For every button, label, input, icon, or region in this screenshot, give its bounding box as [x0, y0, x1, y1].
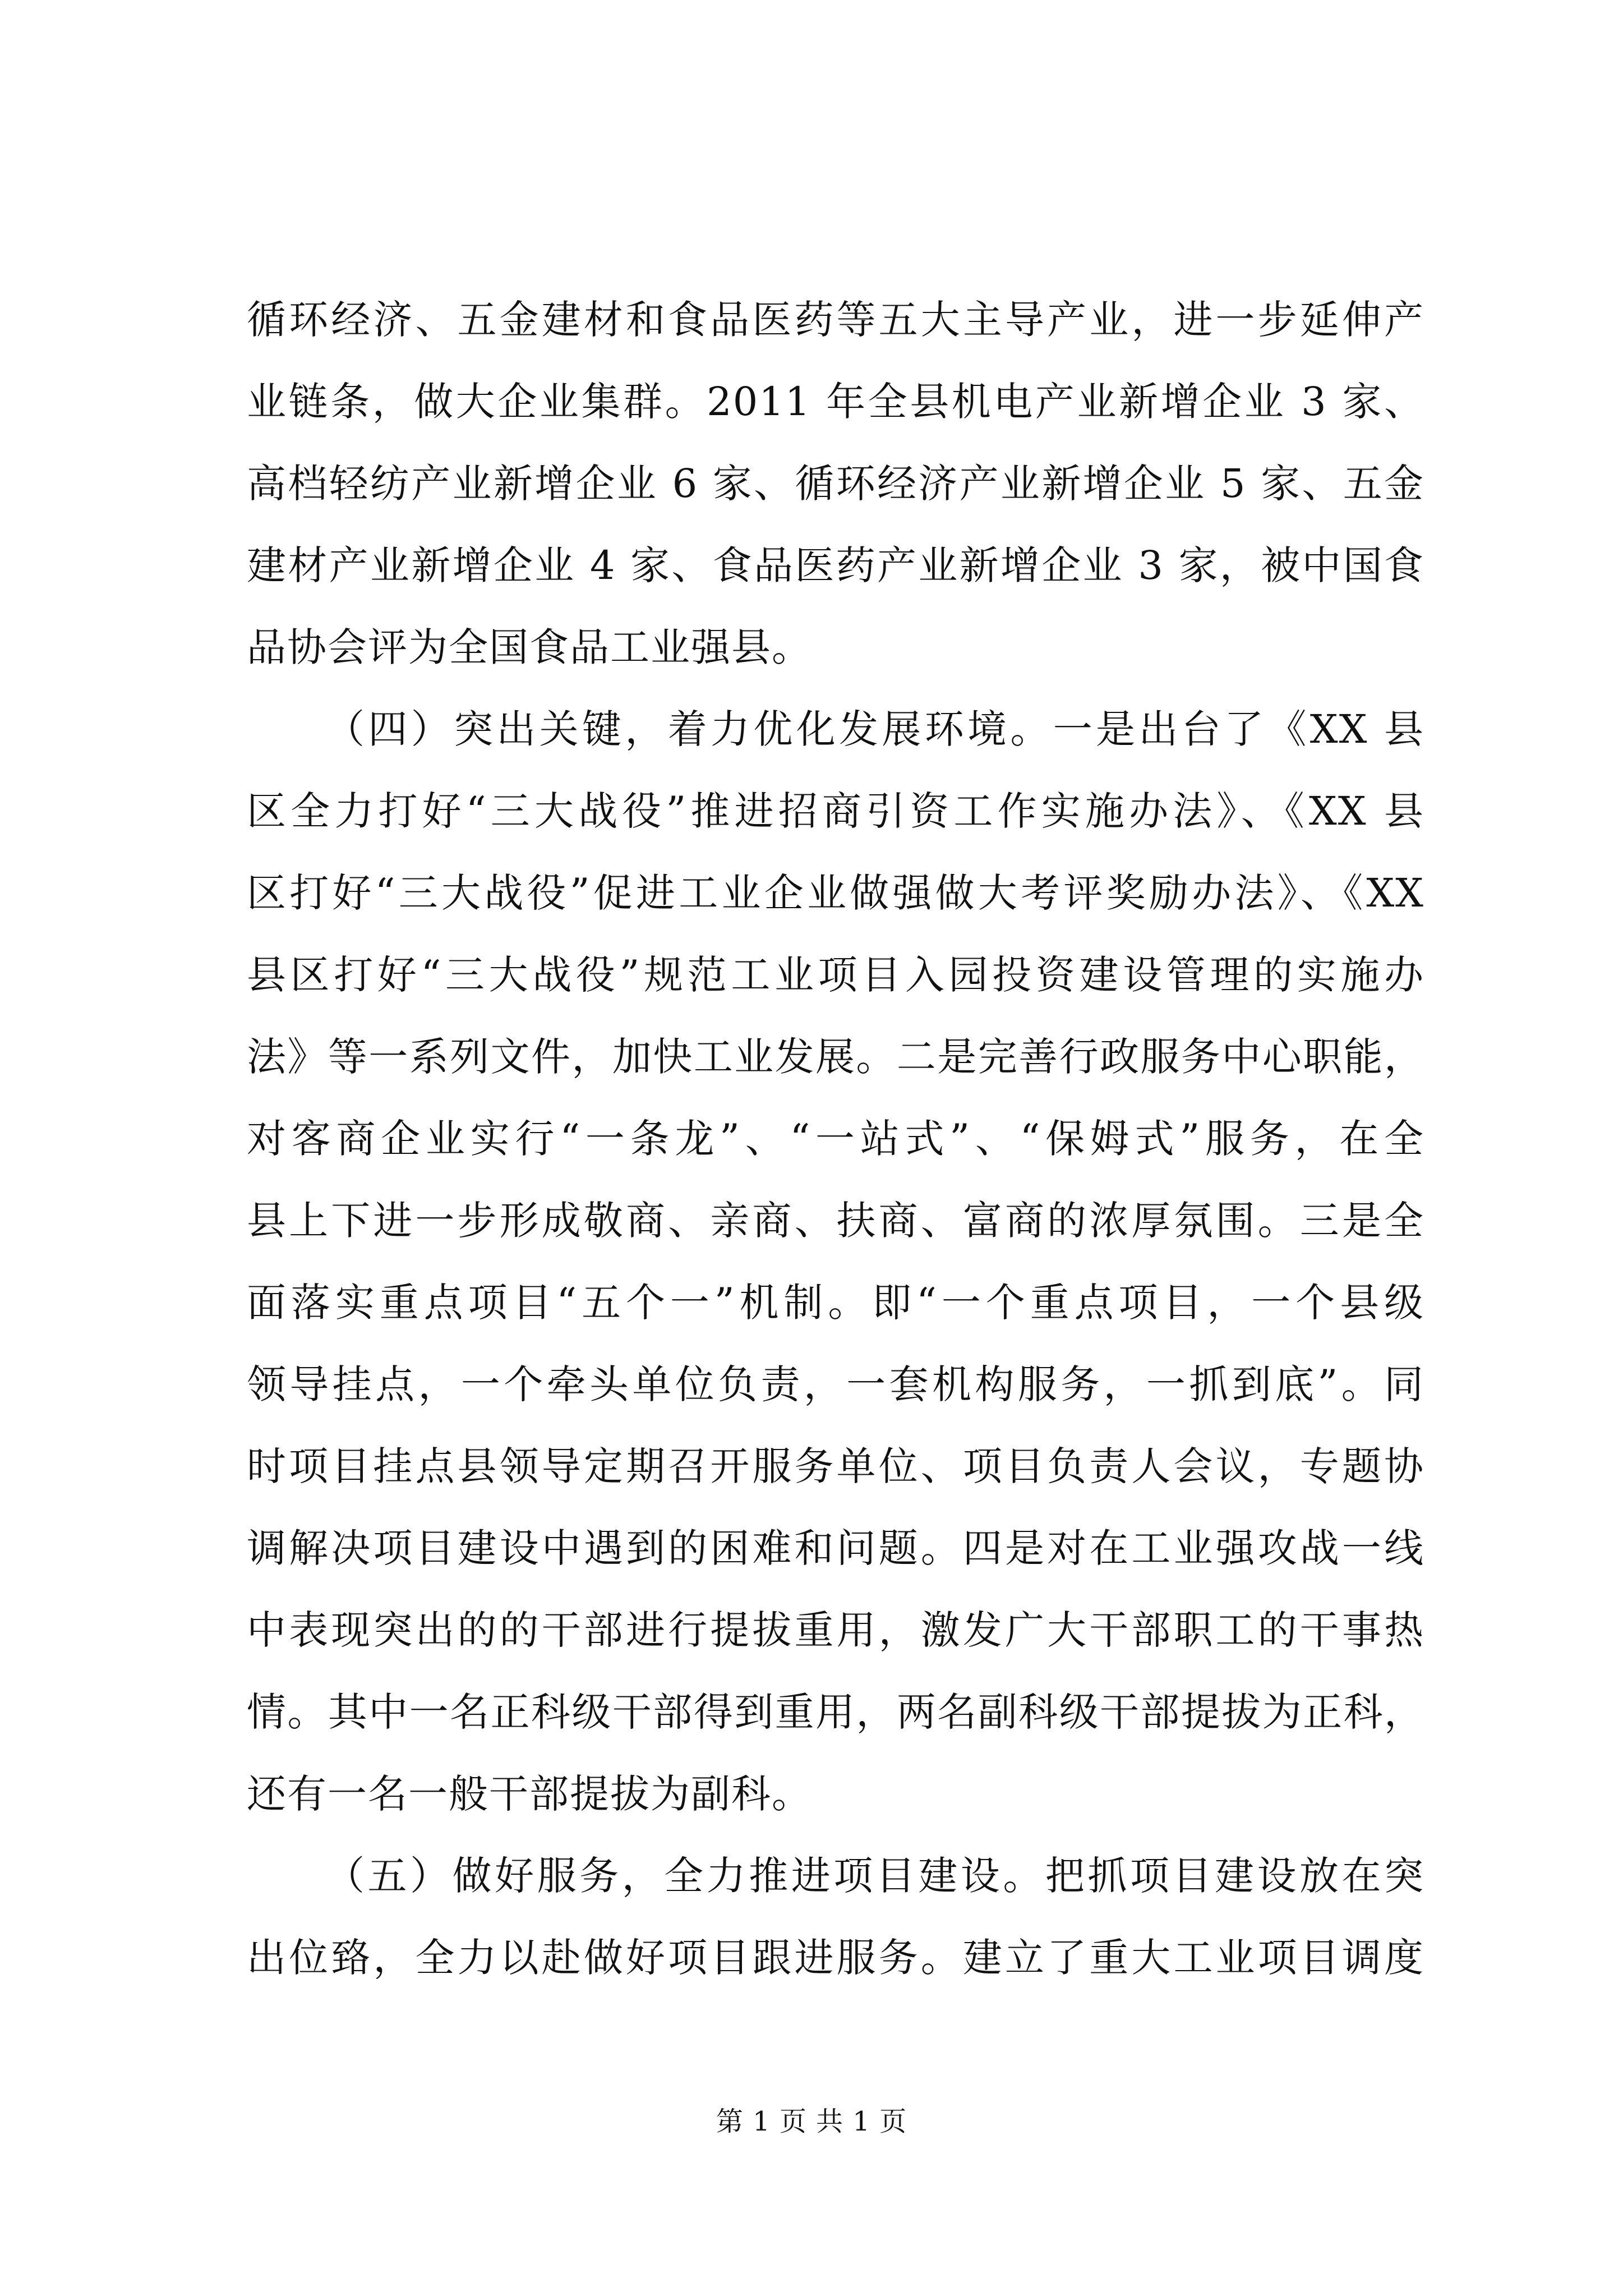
- text-line: （五）做好服务，全力推进项目建设。把抓项目建设放在突: [325, 1853, 1424, 1899]
- text-line: 循环经济、五金建材和食品医药等五大主导产业，进一步延伸产: [247, 297, 1424, 343]
- text-line: 出位臵，全力以赴做好项目跟进服务。建立了重大工业项目调度: [247, 1935, 1424, 1981]
- text-line: 中表现突出的的干部进行提拔重用，激发广大干部职工的干事热: [247, 1607, 1424, 1653]
- text-line: 县区打好“三大战役”规范工业项目入园投资建设管理的实施办: [247, 952, 1424, 998]
- text-line: 时项目挂点县领导定期召开服务单位、项目负责人会议，专题协: [247, 1443, 1424, 1489]
- text-line: 业链条，做大企业集群。2011 年全县机电产业新增企业 3 家、: [247, 379, 1424, 425]
- text-line: 还有一名一般干部提拔为副科。: [247, 1771, 812, 1817]
- page-number: 第 1 页 共 1 页: [716, 2106, 907, 2137]
- text-line: 领导挂点，一个牵头单位负责，一套机构服务，一抓到底”。同: [247, 1361, 1424, 1407]
- body-text: [247, 297, 1424, 2020]
- paragraph: [247, 1853, 1424, 1981]
- text-line: 区打好“三大战役”促进工业企业做强做大考评奖励办法》、《XX: [247, 870, 1424, 916]
- text-line: 区全力打好“三大战役”推进招商引资工作实施办法》、《XX 县: [247, 788, 1424, 834]
- paragraph: [247, 297, 1424, 670]
- page-footer: [0, 2105, 1623, 2138]
- text-line: 县上下进一步形成敬商、亲商、扶商、富商的浓厚氛围。三是全: [247, 1198, 1424, 1244]
- text-line: 情。其中一名正科级干部得到重用，两名副科级干部提拔为正科，: [247, 1689, 1424, 1735]
- text-line: 法》等一系列文件，加快工业发展。二是完善行政服务中心职能，: [247, 1034, 1424, 1080]
- text-line: 品协会评为全国食品工业强县。: [247, 624, 812, 670]
- text-line: 建材产业新增企业 4 家、食品医药产业新增企业 3 家，被中国食: [247, 542, 1424, 588]
- text-line: 高档轻纺产业新增企业 6 家、循环经济产业新增企业 5 家、五金: [247, 461, 1424, 507]
- paragraph: [247, 706, 1424, 1817]
- text-line: 调解决项目建设中遇到的困难和问题。四是对在工业强攻战一线: [247, 1525, 1424, 1571]
- text-line: 面落实重点项目“五个一”机制。即“一个重点项目，一个县级: [247, 1280, 1424, 1326]
- text-line: 对客商企业实行“一条龙”、“一站式”、“保姆式”服务，在全: [247, 1116, 1424, 1162]
- text-line: （四）突出关键，着力优化发展环境。一是出台了《XX 县: [325, 706, 1424, 752]
